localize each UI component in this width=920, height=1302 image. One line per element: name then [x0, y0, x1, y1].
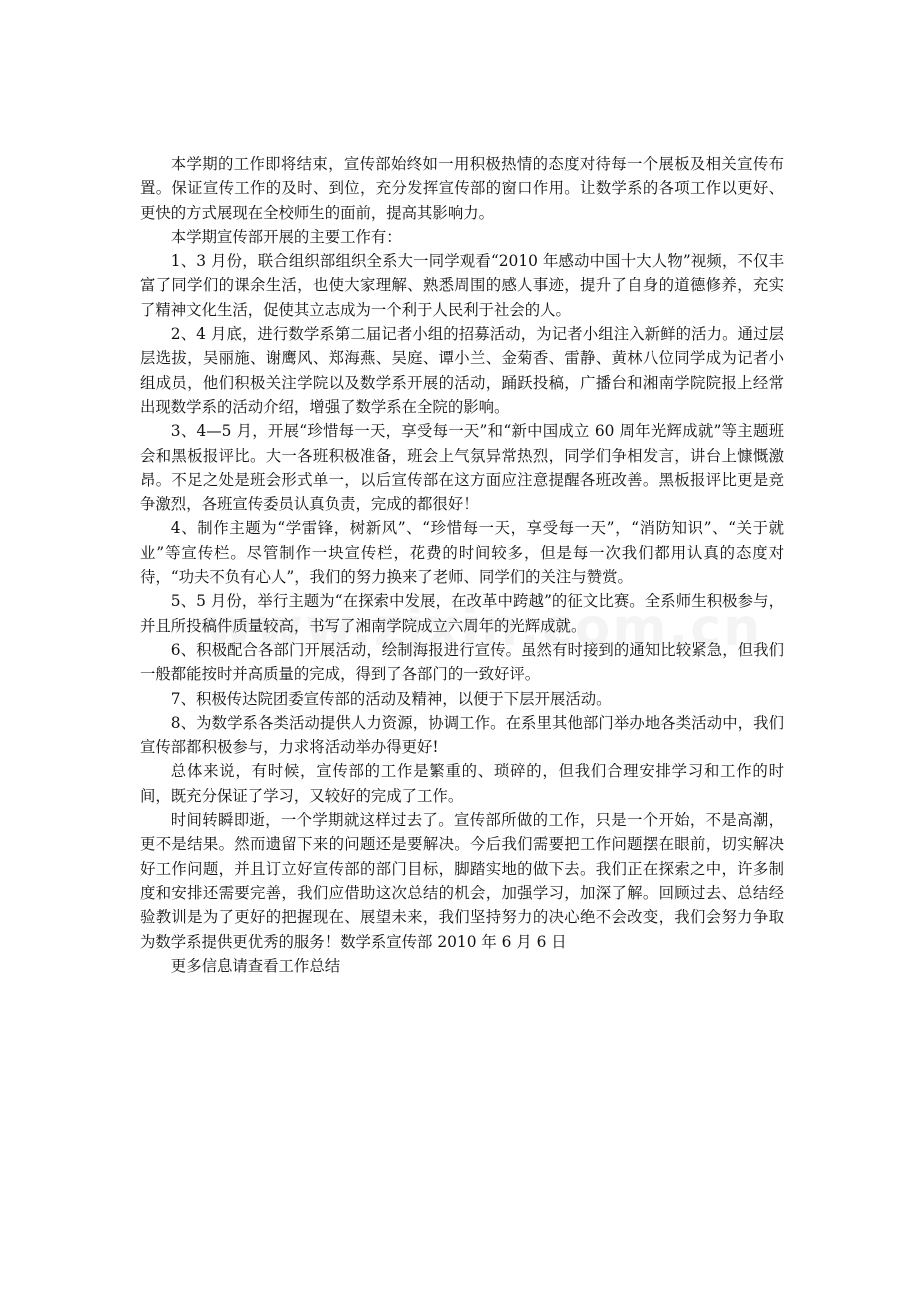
document-body [140, 152, 784, 978]
intro-paragraph: 本学期的工作即将结束，宣传部始终如一用积极热情的态度对待每一个展板及相关宣传布置。保证宣传工作的及时、到位，充分发挥宣传部的窗口作用。让数学系的各项工作以更好、更快的方式展现在全校师生的面前，提高其影响力。 [140, 155, 784, 222]
work-list-heading: 本学期宣传部开展的主要工作有： [170, 227, 402, 246]
work-item-1: 1、3 月份，联合组织部组织全系大一同学观看“2010 年感动中国十大人物”视频，不仅丰富了同学们的课余生活，也使大家理解、熟悉周围的感人事迹，提升了自身的道德修养，充实了精神文化生活，促使其立志成为一个利于人民利于社会的人。 [140, 252, 784, 319]
work-item-8: 8、为数学系各类活动提供人力资源，协调工作。在系里其他部门举办地各类活动中，我们宣传部都积极参与，力求将活动举办得更好! [140, 713, 784, 757]
work-item-2: 2、4 月底，进行数学系第二届记者小组的招募活动，为记者小组注入新鲜的活力。通过层层选拔，吴丽施、谢鹰风、郑海燕、吴庭、谭小兰、金菊香、雷静、黄林八位同学成为记者小组成员，他们积极关注学院以及数学系开展的活动，踊跃投稿，广播台和湘南学院院报上经常出现数学系的活动介绍，增强了数学系在全院的影响。 [140, 325, 784, 416]
work-item-5: 5、5 月份，举行主题为“在探索中发展，在改革中跨越”的征文比赛。全系师生积极参与，并且所投稿件质量较高，书写了湘南学院成立六周年的光辉成就。 [140, 592, 784, 635]
work-item-3: 3、4—5 月，开展“珍惜每一天，享受每一天”和“新中国成立 60 周年光辉成就”等主题班会和黑板报评比。大一各班积极准备，班会上气氛异常热烈，同学们争相发言，讲台上慷慨激昂。不足之处是班会形式单一，以后宣传部在这方面应注意提醒各班改善。黑板报评比更是竞争激烈，各班宣传委员认真负责，完成的都很好！ [140, 422, 784, 514]
work-item-7: 7、积极传达院团委宣传部的活动及精神，以便于下层开展活动。 [170, 689, 612, 708]
more-info-line: 更多信息请查看工作总结 [170, 956, 341, 975]
conclusion-paragraph: 时间转瞬即逝，一个学期就这样过去了。宣传部所做的工作，只是一个开始，不是高潮，更不是结果。然而遗留下来的问题还是要解决。今后我们需要把工作问题摆在眼前，切实解决好工作问题，并且订立好宣传部的部门目标，脚踏实地的做下去。我们正在探索之中，许多制度和安排还需要完善，我们应借助这次总结的机会，加强学习，加深了解。回顾过去、总结经验教训是为了更好的把握现在、展望未来，我们坚持努力的决心绝不会改变，我们会努力争取为数学系提供更优秀的服务！数学系宣传部 2010 年 6 月 6 日 [140, 811, 784, 951]
work-item-4: 4、制作主题为“学雷锋，树新风”、“珍惜每一天，享受每一天”，“消防知识”、“关于就业”等宣传栏。尽管制作一块宣传栏，花费的时间较多，但是每一次我们都用认真的态度对待，“功夫不负有心人”，我们的努力换来了老师、同学们的关注与赞赏。 [140, 519, 784, 587]
summary-paragraph: 总体来说，有时候，宣传部的工作是繁重的、琐碎的，但我们合理安排学习和工作的时间，既充分保证了学习，又较好的完成了工作。 [140, 762, 784, 805]
work-item-6: 6、积极配合各部门开展活动，绘制海报进行宣传。虽然有时接到的通知比较紧急，但我们一般都能按时并高质量的完成，得到了各部门的一致好评。 [140, 640, 784, 684]
